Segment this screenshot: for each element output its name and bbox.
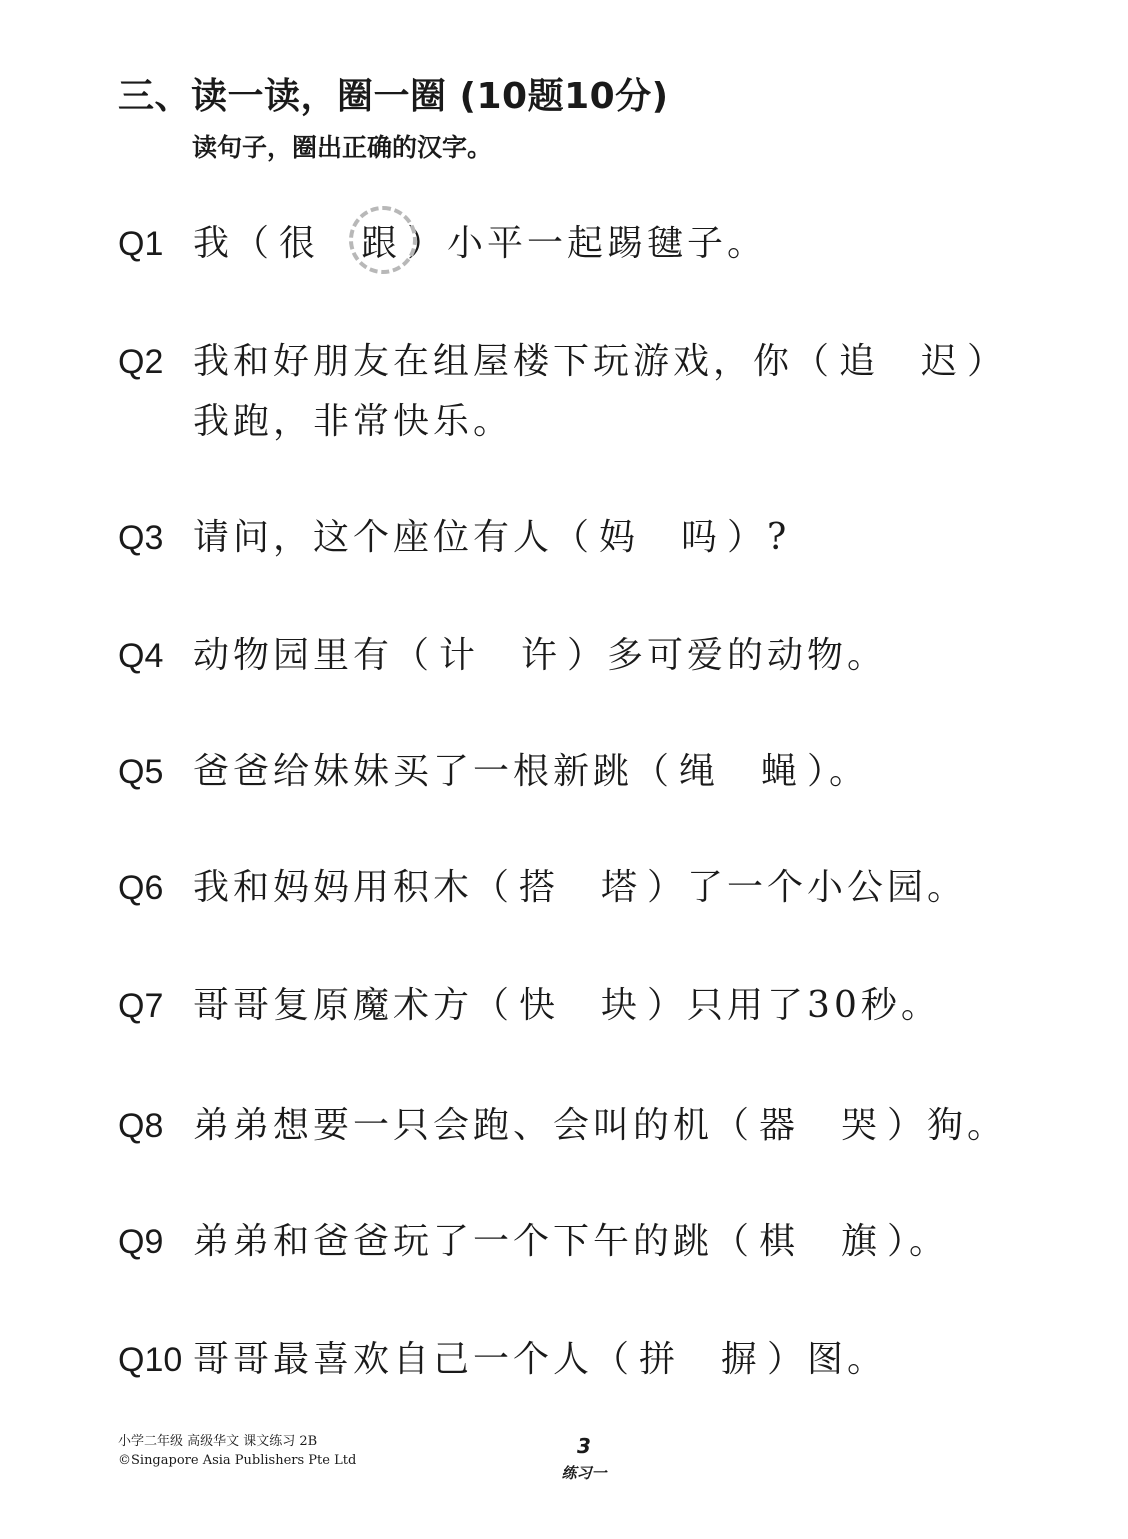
question-text-before: 请问，这个座位有人（ bbox=[193, 517, 594, 558]
question-text-before: 弟弟和爸爸玩了一个下午的跳（ bbox=[193, 1221, 754, 1262]
question-number: Q2 bbox=[118, 343, 164, 381]
question-5 bbox=[118, 742, 869, 802]
question-text-before: 动物园里有（ bbox=[193, 635, 434, 676]
choice-a[interactable]: 棋 bbox=[759, 1221, 800, 1262]
choice-b[interactable]: 吗 bbox=[681, 517, 722, 558]
choice-b[interactable]: 许 bbox=[521, 635, 562, 676]
question-9 bbox=[118, 1212, 949, 1272]
page-number: 3 bbox=[577, 1434, 591, 1458]
choice-a[interactable]: 绳 bbox=[679, 751, 720, 792]
choice-a[interactable]: 很 bbox=[279, 223, 320, 264]
choice-b[interactable]: 摒 bbox=[721, 1339, 762, 1380]
question-number: Q9 bbox=[118, 1223, 164, 1261]
question-number: Q7 bbox=[118, 987, 164, 1025]
question-number: Q5 bbox=[118, 753, 164, 791]
footer-copyright: ©Singapore Asia Publishers Pte Ltd bbox=[118, 1453, 357, 1468]
question-2 bbox=[118, 332, 1007, 452]
choice-a[interactable]: 快 bbox=[519, 985, 560, 1026]
page-label: 练习一 bbox=[561, 1464, 607, 1482]
choice-b[interactable]: 迟 bbox=[921, 341, 962, 382]
question-10 bbox=[118, 1330, 887, 1390]
question-text bbox=[193, 742, 869, 802]
question-text-after: ）了一个小公园。 bbox=[647, 867, 968, 908]
question-text bbox=[193, 1096, 1007, 1156]
question-7 bbox=[118, 976, 941, 1036]
question-4 bbox=[118, 626, 887, 686]
question-1 bbox=[118, 214, 767, 274]
question-6 bbox=[118, 858, 967, 918]
question-number: Q3 bbox=[118, 519, 164, 557]
question-text-after: ）多可爱的动物。 bbox=[567, 635, 888, 676]
question-text bbox=[193, 626, 887, 686]
choice-b[interactable]: 块 bbox=[601, 985, 642, 1026]
choice-b-circled[interactable]: 跟 bbox=[355, 214, 407, 274]
question-text-before: 弟弟想要一只会跑、会叫的机（ bbox=[193, 1105, 754, 1146]
question-text-before: 哥哥复原魔术方（ bbox=[193, 985, 514, 1026]
question-number: Q10 bbox=[118, 1341, 183, 1379]
question-text bbox=[193, 1212, 949, 1272]
question-text-before: 爸爸给妹妹买了一根新跳（ bbox=[193, 751, 674, 792]
question-text bbox=[193, 858, 967, 918]
question-text bbox=[193, 1330, 887, 1390]
question-text: 我（ 很 跟 ）小平一起踢毽子。 bbox=[193, 214, 767, 274]
choice-a[interactable]: 搭 bbox=[519, 867, 560, 908]
footer-credits bbox=[118, 1432, 356, 1470]
question-text-before: 哥哥最喜欢自己一个人（ bbox=[193, 1339, 634, 1380]
choice-b[interactable]: 哭 bbox=[841, 1105, 882, 1146]
section-title: 三、读一读，圈一圈 (10题10分) bbox=[118, 76, 669, 117]
question-text-after: ）狗。 bbox=[887, 1105, 1008, 1146]
question-3 bbox=[118, 508, 790, 568]
section-instruction: 读句子，圈出正确的汉字。 bbox=[192, 133, 493, 162]
question-number: Q6 bbox=[118, 869, 164, 907]
question-text-after: ）小平一起踢毽子。 bbox=[407, 223, 768, 264]
question-number: Q1 bbox=[118, 225, 164, 263]
choice-b[interactable]: 旗 bbox=[841, 1221, 882, 1262]
question-number: Q8 bbox=[118, 1107, 164, 1145]
choice-b[interactable]: 塔 bbox=[601, 867, 642, 908]
question-text-before: 我和好朋友在组屋楼下玩游戏，你（ bbox=[193, 341, 834, 382]
question-text bbox=[193, 976, 941, 1036]
question-text-after: ）? bbox=[727, 517, 791, 558]
choice-a[interactable]: 拼 bbox=[639, 1339, 680, 1380]
question-text-after: ）图。 bbox=[767, 1339, 888, 1380]
footer-book-title: 小学二年级 高级华文 课文练习 2B bbox=[118, 1434, 318, 1449]
question-number: Q4 bbox=[118, 637, 164, 675]
question-text-after: ）。 bbox=[807, 751, 870, 792]
question-text bbox=[193, 332, 1007, 452]
choice-a[interactable]: 妈 bbox=[599, 517, 640, 558]
choice-a[interactable]: 器 bbox=[759, 1105, 800, 1146]
question-text-after: ）只用了30秒。 bbox=[647, 985, 941, 1026]
question-8 bbox=[118, 1096, 1007, 1156]
question-text-after: ）。 bbox=[887, 1221, 950, 1262]
question-text-line2: 我跑，非常快乐。 bbox=[193, 401, 514, 442]
choice-a[interactable]: 追 bbox=[839, 341, 880, 382]
choice-a[interactable]: 计 bbox=[439, 635, 480, 676]
question-text-before: 我和妈妈用积木（ bbox=[193, 867, 514, 908]
question-text bbox=[193, 508, 790, 568]
question-text-after: ） bbox=[967, 341, 1008, 382]
choice-b[interactable]: 蝇 bbox=[761, 751, 802, 792]
